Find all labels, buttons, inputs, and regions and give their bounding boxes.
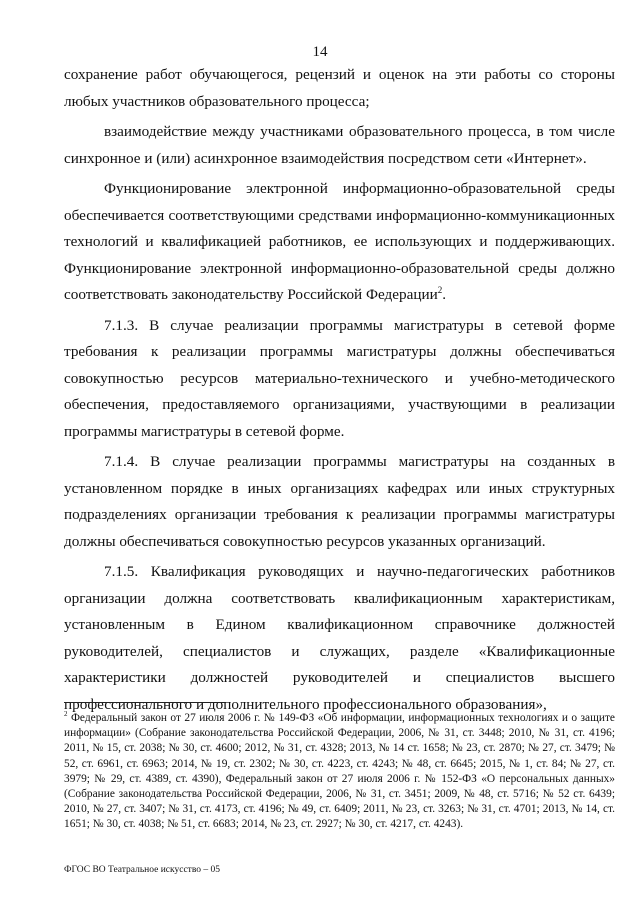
footnote-marker: 2 <box>64 710 68 719</box>
paragraph-7-1-5: 7.1.5. Квалификация руководящих и научно-педагогических работников организации должна соответствовать квалификационным характеристикам, установленным в Едином квалификационном справочнике должностей руководителей, специалистов и служащих, разделе «Квалификационные характеристики должностей руководителей и специалистов высшего профессионального и дополнительного профессионального образования», <box>64 563 615 713</box>
paragraph-3 <box>64 176 615 309</box>
paragraph-3-end: . <box>442 286 446 303</box>
paragraph-2: взаимодействие между участниками образовательного процесса, в том числе синхронное и (или) асинхронное взаимодействия посредством сети «Интернет». <box>64 123 615 167</box>
paragraph-1: сохранение работ обучающегося, рецензий и оценок на эти работы со стороны любых участников образовательного процесса; <box>64 66 615 110</box>
paragraph-7-1-4: 7.1.4. В случае реализации программы магистратуры на созданных в установленном порядке в иных организациях кафедрах или иных структурных подразделениях организации требования к реализации программы магистратуры должны обеспечиваться совокупностью ресурсов указанных организаций. <box>64 453 615 550</box>
body-text <box>64 62 615 718</box>
page-number: 14 <box>312 44 328 60</box>
document-footer: ФГОС ВО Театральное искусство – 05 <box>64 865 220 875</box>
footnote-reference[interactable]: 2 <box>437 284 443 295</box>
paragraph-7-1-3: 7.1.3. В случае реализации программы магистратуры в сетевой форме требования к реализации программы магистратуры должны обеспечиваться совокупностью ресурсов материально-технического и учебно-методического обеспечения, предоставляемого организациями, участвующими в реализации программы магистратуры в сетевой форме. <box>64 316 615 440</box>
footnote <box>64 711 615 833</box>
paragraph-3-text: Функционирование электронной информационно-образовательной среды обеспечивается соответствующими средствами информационно-коммуникационных технологий и квалификацией работников, ее использующих и поддерживающих. Функционирование электронной информационно-образовательной среды должно соответствовать законодательству Российской Федерации <box>64 180 615 303</box>
footnote-text: Федеральный закон от 27 июля 2006 г. № 149-ФЗ «Об информации, информационных технологиях и о защите информации» (Собрание законодательства Российской Федерации, 2006, № 31, ст. 3448; 2010, № 31, ст. 4196; 2011, № 15, ст. 2038; № 30, ст. 4600; 2012, № 31, ст. 4328; 2013, № 14 ст. 1658; № 23, ст. 2870; № 27, ст. 3479; № 52, ст. 6961, ст. 6963; 2014, № 19, ст. 2302; № 30, ст. 4223, ст. 4243; № 48, ст. 6645; 2015, № 1, ст. 84; № 27, ст. 3979; № 29, ст. 4389, ст. 4390), Федеральный закон от 27 июля 2006 г. № 152-ФЗ «О персональных данных» (Собрание законодательства Российской Федерации, 2006, № 31, ст. 3451; 2009, № 48, ст. 5716; № 52 ст. 6439; 2010, № 27, ст. 3407; № 31, ст. 4173, ст. 4196; № 49, ст. 6409; 2011, № 23, ст. 3263; № 31, ст. 4701; 2013, № 14, ст. 1651; № 30, ст. 4038; № 51, ст. 6683; 2014, № 23, ст. 2927; № 30, ст. 4217, ст. 4243). <box>64 712 615 831</box>
footnote-separator <box>64 702 226 703</box>
